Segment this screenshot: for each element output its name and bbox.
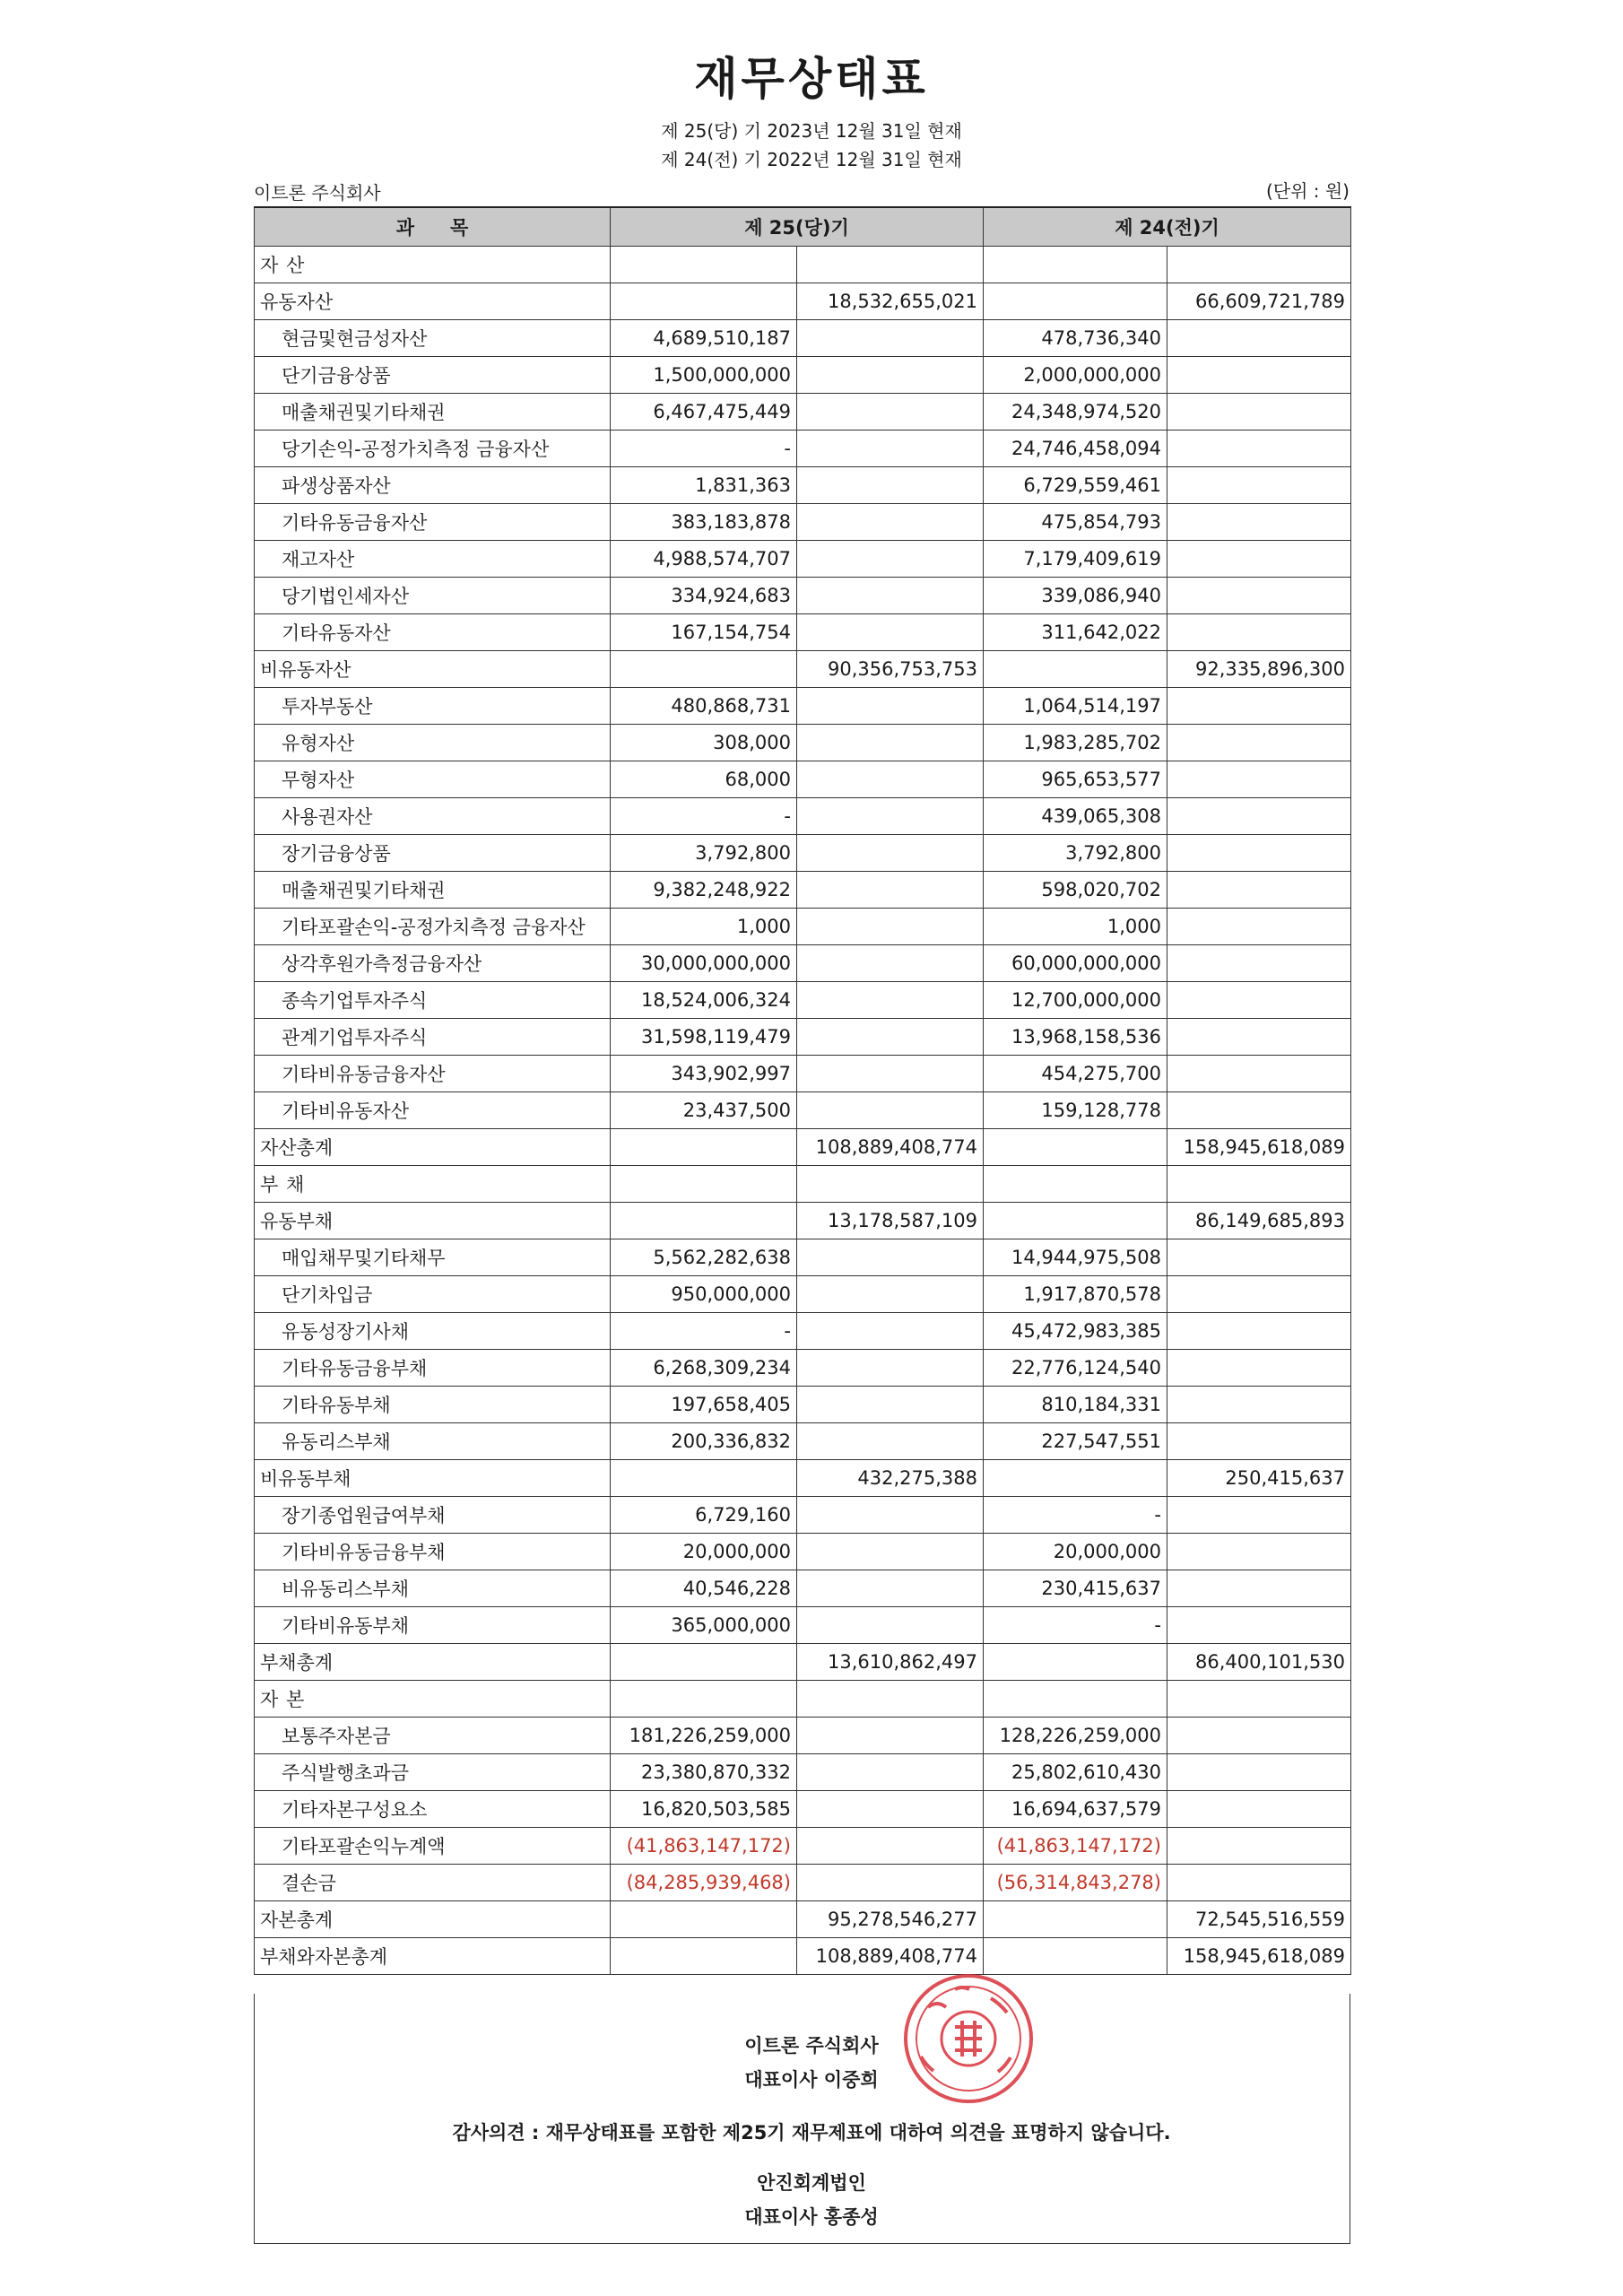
table-row	[255, 688, 1351, 725]
prior-subtotal: 250,415,637	[1167, 1460, 1351, 1497]
header-prior: 제 24(전)기	[984, 207, 1351, 247]
prior-subtotal: 66,609,721,789	[1167, 283, 1351, 320]
current-detail: 9,382,248,922	[611, 872, 797, 909]
prior-detail: 439,065,308	[984, 798, 1167, 835]
current-detail: 68,000	[611, 761, 797, 798]
current-detail: (41,863,147,172)	[611, 1828, 797, 1865]
current-detail	[611, 1681, 797, 1718]
prior-detail: 3,792,800	[984, 835, 1167, 872]
prior-subtotal	[1167, 541, 1351, 578]
table-row	[255, 1239, 1351, 1276]
current-subtotal	[797, 1718, 984, 1754]
current-subtotal: 90,356,753,753	[797, 651, 984, 688]
current-subtotal	[797, 578, 984, 614]
current-subtotal	[797, 541, 984, 578]
current-subtotal	[797, 1570, 984, 1607]
current-subtotal	[797, 982, 984, 1019]
auditor-ceo: 대표이사 홍종성	[744, 2206, 879, 2228]
row-label: 파생상품자산	[255, 467, 611, 504]
current-subtotal	[797, 835, 984, 872]
row-label: 기타비유동금융부채	[255, 1534, 611, 1570]
current-subtotal	[797, 1166, 984, 1203]
row-label: 결손금	[255, 1865, 611, 1901]
row-label: 투자부동산	[255, 688, 611, 725]
current-subtotal: 13,610,862,497	[797, 1644, 984, 1681]
current-detail	[611, 1166, 797, 1203]
company-seal-icon	[901, 1971, 1036, 2106]
prior-detail	[984, 1938, 1167, 1975]
current-subtotal	[797, 1754, 984, 1791]
current-subtotal	[797, 320, 984, 357]
prior-detail	[984, 283, 1167, 320]
current-subtotal	[797, 504, 984, 541]
table-row	[255, 909, 1351, 945]
row-label: 부채와자본총계	[255, 1938, 611, 1975]
current-detail: -	[611, 430, 797, 467]
table-header-row	[255, 207, 1351, 247]
prior-subtotal	[1167, 1570, 1351, 1607]
prior-subtotal	[1167, 725, 1351, 761]
period-current: 제 25(당) 기 2023년 12월 31일 현재	[661, 120, 962, 142]
row-label: 기타비유동금융자산	[255, 1056, 611, 1092]
prior-detail: 14,944,975,508	[984, 1239, 1167, 1276]
audit-opinion: 감사의견 : 재무상태표를 포함한 제25기 재무제표에 대하여 의견을 표명하지 않습니다.	[452, 2122, 1171, 2144]
prior-detail: 7,179,409,619	[984, 541, 1167, 578]
prior-subtotal	[1167, 394, 1351, 430]
current-subtotal	[797, 1607, 984, 1644]
current-detail	[611, 651, 797, 688]
current-detail	[611, 1203, 797, 1239]
prior-subtotal	[1167, 1350, 1351, 1387]
prior-subtotal	[1167, 614, 1351, 651]
current-detail	[611, 1129, 797, 1166]
current-detail: 950,000,000	[611, 1276, 797, 1313]
prior-detail: 1,983,285,702	[984, 725, 1167, 761]
row-label: 매입채무및기타채무	[255, 1239, 611, 1276]
prior-subtotal	[1167, 1019, 1351, 1056]
current-detail: -	[611, 1313, 797, 1350]
footer-ceo: 대표이사 이중희	[744, 2069, 879, 2091]
prior-detail: 454,275,700	[984, 1056, 1167, 1092]
prior-subtotal	[1167, 1423, 1351, 1460]
prior-subtotal	[1167, 1313, 1351, 1350]
table-row	[255, 1570, 1351, 1607]
current-subtotal	[797, 1497, 984, 1534]
prior-detail: 12,700,000,000	[984, 982, 1167, 1019]
table-row	[255, 504, 1351, 541]
current-subtotal	[797, 1423, 984, 1460]
current-detail: 5,562,282,638	[611, 1239, 797, 1276]
current-detail: 308,000	[611, 725, 797, 761]
current-subtotal: 18,532,655,021	[797, 283, 984, 320]
prior-detail	[984, 1129, 1167, 1166]
current-detail: 23,380,870,332	[611, 1754, 797, 1791]
prior-detail: 475,854,793	[984, 504, 1167, 541]
row-label: 기타유동자산	[255, 614, 611, 651]
current-subtotal	[797, 798, 984, 835]
row-label: 무형자산	[255, 761, 611, 798]
row-label: 기타자본구성요소	[255, 1791, 611, 1828]
current-detail: 4,689,510,187	[611, 320, 797, 357]
table-row	[255, 1901, 1351, 1938]
prior-detail	[984, 247, 1167, 283]
prior-subtotal	[1167, 1387, 1351, 1423]
table-row	[255, 1938, 1351, 1975]
current-subtotal: 108,889,408,774	[797, 1129, 984, 1166]
prior-detail: 16,694,637,579	[984, 1791, 1167, 1828]
prior-subtotal	[1167, 1166, 1351, 1203]
table-row	[255, 467, 1351, 504]
prior-subtotal	[1167, 1865, 1351, 1901]
table-row	[255, 1129, 1351, 1166]
current-subtotal	[797, 357, 984, 394]
current-detail	[611, 1644, 797, 1681]
prior-subtotal	[1167, 835, 1351, 872]
table-row	[255, 1092, 1351, 1129]
current-subtotal	[797, 872, 984, 909]
prior-detail: 6,729,559,461	[984, 467, 1167, 504]
row-label: 보통주자본금	[255, 1718, 611, 1754]
prior-subtotal	[1167, 430, 1351, 467]
current-detail: 197,658,405	[611, 1387, 797, 1423]
row-label: 현금및현금성자산	[255, 320, 611, 357]
current-detail: 31,598,119,479	[611, 1019, 797, 1056]
header-current: 제 25(당)기	[611, 207, 984, 247]
current-detail: 200,336,832	[611, 1423, 797, 1460]
prior-subtotal: 158,945,618,089	[1167, 1938, 1351, 1975]
current-detail	[611, 247, 797, 283]
row-label: 당기손익-공정가치측정 금융자산	[255, 430, 611, 467]
table-row	[255, 357, 1351, 394]
unit-label: (단위 : 원)	[1265, 180, 1350, 202]
current-detail: 167,154,754	[611, 614, 797, 651]
table-row	[255, 247, 1351, 283]
current-detail: 1,500,000,000	[611, 357, 797, 394]
prior-subtotal: 158,945,618,089	[1167, 1129, 1351, 1166]
table-row	[255, 1203, 1351, 1239]
prior-detail: 227,547,551	[984, 1423, 1167, 1460]
prior-detail: -	[984, 1607, 1167, 1644]
table-row	[255, 1865, 1351, 1901]
prior-detail: 128,226,259,000	[984, 1718, 1167, 1754]
prior-detail: 339,086,940	[984, 578, 1167, 614]
current-detail	[611, 1460, 797, 1497]
prior-subtotal	[1167, 798, 1351, 835]
prior-detail: -	[984, 1497, 1167, 1534]
current-subtotal	[797, 1239, 984, 1276]
current-subtotal	[797, 394, 984, 430]
footer-company: 이트론 주식회사	[744, 2035, 879, 2057]
row-label: 기타비유동자산	[255, 1092, 611, 1129]
prior-detail	[984, 1901, 1167, 1938]
prior-detail: 24,348,974,520	[984, 394, 1167, 430]
table-row	[255, 761, 1351, 798]
prior-subtotal	[1167, 1092, 1351, 1129]
row-label: 당기법인세자산	[255, 578, 611, 614]
row-label: 기타유동금융부채	[255, 1350, 611, 1387]
table-row	[255, 283, 1351, 320]
current-detail: 480,868,731	[611, 688, 797, 725]
current-detail: -	[611, 798, 797, 835]
table-row	[255, 1166, 1351, 1203]
prior-detail: 810,184,331	[984, 1387, 1167, 1423]
prior-detail: 965,653,577	[984, 761, 1167, 798]
table-row	[255, 872, 1351, 909]
header-item: 과 목	[255, 207, 611, 247]
balance-sheet-table	[254, 206, 1351, 1975]
page-title: 재무상태표	[694, 53, 929, 105]
current-subtotal	[797, 945, 984, 982]
table-row	[255, 1019, 1351, 1056]
prior-detail: 230,415,637	[984, 1570, 1167, 1607]
table-row	[255, 541, 1351, 578]
table-row	[255, 798, 1351, 835]
current-detail: 334,924,683	[611, 578, 797, 614]
current-subtotal	[797, 1019, 984, 1056]
row-label: 유동리스부채	[255, 1423, 611, 1460]
prior-detail: (56,314,843,278)	[984, 1865, 1167, 1901]
row-label: 매출채권및기타채권	[255, 872, 611, 909]
row-label: 자 본	[255, 1681, 611, 1718]
prior-detail: 25,802,610,430	[984, 1754, 1167, 1791]
current-subtotal: 432,275,388	[797, 1460, 984, 1497]
table-row	[255, 1460, 1351, 1497]
current-detail: 343,902,997	[611, 1056, 797, 1092]
current-subtotal	[797, 909, 984, 945]
prior-detail	[984, 1681, 1167, 1718]
table-row	[255, 651, 1351, 688]
prior-subtotal	[1167, 1276, 1351, 1313]
current-subtotal	[797, 1681, 984, 1718]
prior-detail: 1,000	[984, 909, 1167, 945]
row-label: 비유동부채	[255, 1460, 611, 1497]
current-subtotal	[797, 1092, 984, 1129]
prior-subtotal	[1167, 1239, 1351, 1276]
prior-detail	[984, 1460, 1167, 1497]
current-subtotal	[797, 1276, 984, 1313]
prior-subtotal	[1167, 1534, 1351, 1570]
current-subtotal: 108,889,408,774	[797, 1938, 984, 1975]
prior-detail: 22,776,124,540	[984, 1350, 1167, 1387]
current-detail: 181,226,259,000	[611, 1718, 797, 1754]
row-label: 유동부채	[255, 1203, 611, 1239]
current-detail: 18,524,006,324	[611, 982, 797, 1019]
table-row	[255, 430, 1351, 467]
current-subtotal	[797, 1350, 984, 1387]
auditor-name: 안진회계법인	[757, 2172, 866, 2194]
table-row	[255, 725, 1351, 761]
row-label: 유형자산	[255, 725, 611, 761]
table-row	[255, 1387, 1351, 1423]
prior-subtotal	[1167, 357, 1351, 394]
prior-detail: 1,917,870,578	[984, 1276, 1167, 1313]
current-subtotal	[797, 467, 984, 504]
row-label: 매출채권및기타채권	[255, 394, 611, 430]
row-label: 단기차입금	[255, 1276, 611, 1313]
row-label: 유동자산	[255, 283, 611, 320]
prior-subtotal	[1167, 909, 1351, 945]
prior-subtotal	[1167, 1828, 1351, 1865]
current-subtotal	[797, 430, 984, 467]
prior-subtotal	[1167, 578, 1351, 614]
current-detail: 23,437,500	[611, 1092, 797, 1129]
table-row	[255, 1607, 1351, 1644]
prior-subtotal	[1167, 982, 1351, 1019]
prior-subtotal	[1167, 688, 1351, 725]
prior-subtotal: 86,149,685,893	[1167, 1203, 1351, 1239]
table-row	[255, 1644, 1351, 1681]
row-label: 기타포괄손익누계액	[255, 1828, 611, 1865]
current-subtotal	[797, 688, 984, 725]
row-label: 자 산	[255, 247, 611, 283]
current-detail: 1,831,363	[611, 467, 797, 504]
current-subtotal: 95,278,546,277	[797, 1901, 984, 1938]
prior-detail: 311,642,022	[984, 614, 1167, 651]
table-row	[255, 1276, 1351, 1313]
table-row	[255, 394, 1351, 430]
period-prior: 제 24(전) 기 2022년 12월 31일 현재	[661, 149, 962, 170]
prior-subtotal	[1167, 872, 1351, 909]
row-label: 재고자산	[255, 541, 611, 578]
prior-detail: 24,746,458,094	[984, 430, 1167, 467]
prior-detail: 60,000,000,000	[984, 945, 1167, 982]
table-row	[255, 1056, 1351, 1092]
row-label: 장기금융상품	[255, 835, 611, 872]
prior-detail: 13,968,158,536	[984, 1019, 1167, 1056]
prior-detail: 45,472,983,385	[984, 1313, 1167, 1350]
current-detail: 383,183,878	[611, 504, 797, 541]
row-label: 부채총계	[255, 1644, 611, 1681]
prior-detail: 2,000,000,000	[984, 357, 1167, 394]
prior-detail: 159,128,778	[984, 1092, 1167, 1129]
table-row	[255, 1718, 1351, 1754]
prior-subtotal	[1167, 247, 1351, 283]
prior-detail: 20,000,000	[984, 1534, 1167, 1570]
current-subtotal	[797, 761, 984, 798]
current-subtotal	[797, 614, 984, 651]
current-subtotal	[797, 725, 984, 761]
current-detail: 365,000,000	[611, 1607, 797, 1644]
prior-detail	[984, 651, 1167, 688]
current-detail: 6,729,160	[611, 1497, 797, 1534]
table-row	[255, 320, 1351, 357]
table-row	[255, 1423, 1351, 1460]
prior-detail	[984, 1166, 1167, 1203]
row-label: 상각후원가측정금융자산	[255, 945, 611, 982]
row-label: 자산총계	[255, 1129, 611, 1166]
prior-subtotal	[1167, 761, 1351, 798]
current-detail: 1,000	[611, 909, 797, 945]
current-subtotal: 13,178,587,109	[797, 1203, 984, 1239]
table-row	[255, 945, 1351, 982]
prior-subtotal	[1167, 467, 1351, 504]
prior-detail	[984, 1203, 1167, 1239]
current-detail: 6,467,475,449	[611, 394, 797, 430]
row-label: 기타포괄손익-공정가치측정 금융자산	[255, 909, 611, 945]
table-row	[255, 1828, 1351, 1865]
table-row	[255, 835, 1351, 872]
table-row	[255, 1350, 1351, 1387]
current-subtotal	[797, 1387, 984, 1423]
prior-subtotal	[1167, 1056, 1351, 1092]
current-detail: 6,268,309,234	[611, 1350, 797, 1387]
current-detail: 4,988,574,707	[611, 541, 797, 578]
table-row	[255, 1791, 1351, 1828]
prior-subtotal	[1167, 1607, 1351, 1644]
table-row	[255, 1754, 1351, 1791]
current-subtotal	[797, 247, 984, 283]
prior-subtotal	[1167, 1754, 1351, 1791]
prior-subtotal: 92,335,896,300	[1167, 651, 1351, 688]
current-subtotal	[797, 1865, 984, 1901]
prior-subtotal: 86,400,101,530	[1167, 1644, 1351, 1681]
company-name: 이트론 주식회사	[254, 182, 381, 204]
table-row	[255, 1681, 1351, 1718]
table-row	[255, 982, 1351, 1019]
current-subtotal	[797, 1056, 984, 1092]
current-subtotal	[797, 1313, 984, 1350]
prior-subtotal	[1167, 320, 1351, 357]
row-label: 종속기업투자주식	[255, 982, 611, 1019]
row-label: 사용권자산	[255, 798, 611, 835]
row-label: 유동성장기사채	[255, 1313, 611, 1350]
row-label: 기타비유동부채	[255, 1607, 611, 1644]
current-detail: (84,285,939,468)	[611, 1865, 797, 1901]
current-detail	[611, 1901, 797, 1938]
row-label: 자본총계	[255, 1901, 611, 1938]
row-label: 단기금융상품	[255, 357, 611, 394]
row-label: 관계기업투자주식	[255, 1019, 611, 1056]
table-row	[255, 1313, 1351, 1350]
prior-subtotal	[1167, 1791, 1351, 1828]
table-row	[255, 614, 1351, 651]
prior-subtotal	[1167, 945, 1351, 982]
prior-subtotal	[1167, 1681, 1351, 1718]
prior-subtotal	[1167, 1718, 1351, 1754]
current-subtotal	[797, 1791, 984, 1828]
current-detail: 20,000,000	[611, 1534, 797, 1570]
row-label: 비유동리스부채	[255, 1570, 611, 1607]
prior-detail: 598,020,702	[984, 872, 1167, 909]
prior-subtotal: 72,545,516,559	[1167, 1901, 1351, 1938]
row-label: 기타유동금융자산	[255, 504, 611, 541]
table-row	[255, 1497, 1351, 1534]
row-label: 기타유동부채	[255, 1387, 611, 1423]
row-label: 주식발행초과금	[255, 1754, 611, 1791]
current-detail	[611, 1938, 797, 1975]
prior-detail: (41,863,147,172)	[984, 1828, 1167, 1865]
current-subtotal	[797, 1828, 984, 1865]
current-detail: 3,792,800	[611, 835, 797, 872]
prior-detail	[984, 1644, 1167, 1681]
current-detail	[611, 283, 797, 320]
prior-detail: 1,064,514,197	[984, 688, 1167, 725]
row-label: 비유동자산	[255, 651, 611, 688]
row-label: 장기종업원급여부채	[255, 1497, 611, 1534]
prior-subtotal	[1167, 504, 1351, 541]
current-detail: 40,546,228	[611, 1570, 797, 1607]
prior-detail: 478,736,340	[984, 320, 1167, 357]
current-subtotal	[797, 1534, 984, 1570]
table-row	[255, 578, 1351, 614]
table-row	[255, 1534, 1351, 1570]
prior-subtotal	[1167, 1497, 1351, 1534]
current-detail: 30,000,000,000	[611, 945, 797, 982]
current-detail: 16,820,503,585	[611, 1791, 797, 1828]
row-label: 부 채	[255, 1166, 611, 1203]
